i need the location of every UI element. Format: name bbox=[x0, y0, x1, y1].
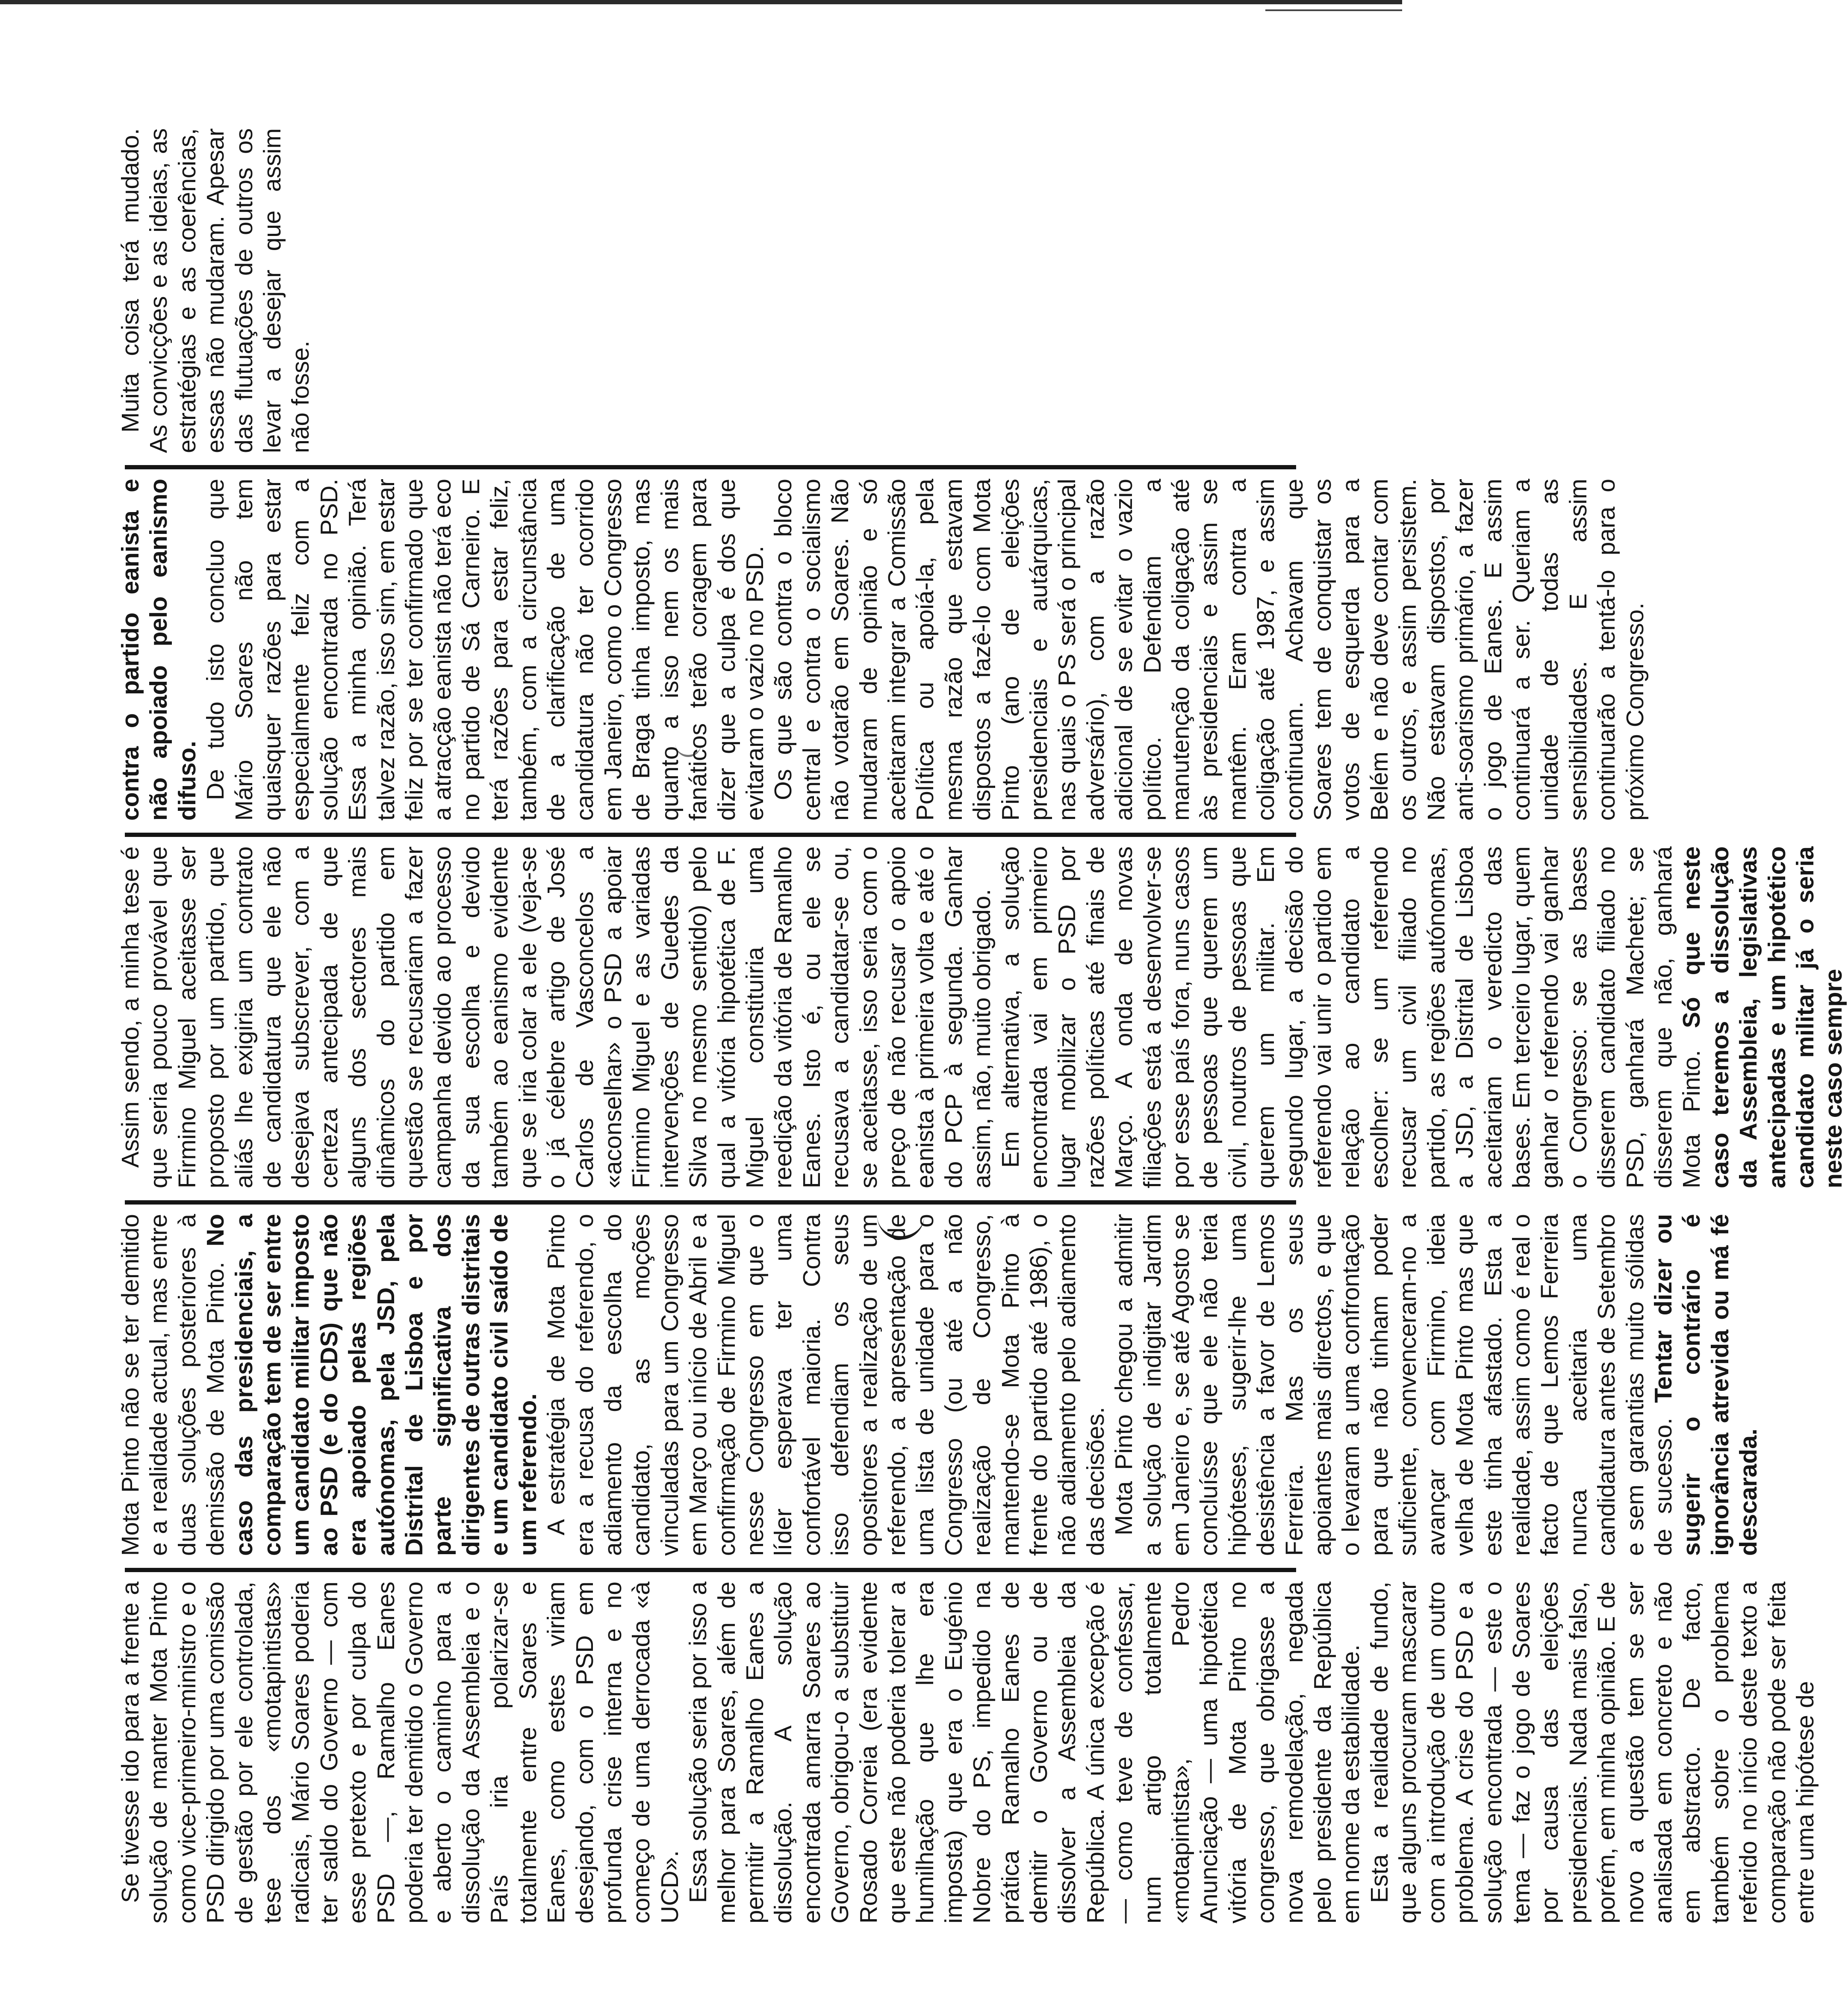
paragraph: Muita coisa terá mudado. As convicções e as ideias, as estratégias e as coerências, essas não mudaram. Apesar das flutuações de outros os levar a desejar que assim não fosse. bbox=[117, 128, 315, 453]
paragraph-text: Mota Pinto não se ter demitido e a realidade actual, mas entre duas soluções posteriores à demissão de Mota Pinto. bbox=[117, 1214, 230, 1556]
column-divider bbox=[125, 833, 1296, 837]
paragraph-text: Em alternativa, a solução encontrada vai em primeiro lugar mobilizar o PSD por razões políticas até finais de Março. A onda de novas filiações está a desenvolver-se por esse país fora, nuns casos de pessoas que querem um civil, noutros de pessoas que querem um militar. Em segundo lugar, a decisão do referendo vai unir o partido em relação ao candidato a escolher: se um referendo recusar um civil filiado no partido, as regiões autónomas, a JSD, a Distrital de Lisboa aceitariam o veredicto das bases. Em terceiro lugar, quem ganhar o referendo vai ganhar o Congresso: se as bases disserem candidato filiado no PSD, ganhará Machete; se disserem que não, ganhará Mota Pinto. bbox=[996, 846, 1706, 1188]
paragraph: Os que são contra o bloco central e contra o socialismo não votarão em Soares. Não mudaram de opinião e só aceitaram integrar a Comissão Política ou apoiá-la, pela mesma razão que estavam dispostos a fazê-lo com Mota Pinto (ano de eleições presidenciais e autárquicas, nas quais o PS será o principal adversário), com a razão adicional de se evitar o vazio político. Defendiam a manutenção da coligação até às presidenciais e assim se mantêm. Eram contra a coligação até 1987, e assim continuam. Achavam que Soares tem de conquistar os votos de esquerda para a Belém e não deve contar com os outros, e assim persistem. Não estavam dispostos, por anti-soarismo primário, a fazer o jogo de Eanes. E assim continuará a ser. Queriam a unidade de todas as sensibilidades. E assim continuarão a tentá-lo para o próximo Congresso. bbox=[769, 479, 1649, 821]
bold-emphasis: Tentar dizer ou sugerir o contrário é ignorância atrevida ou má fé descarada. bbox=[1649, 1214, 1763, 1556]
column-divider bbox=[125, 1568, 1296, 1572]
article-body bbox=[116, 128, 1848, 1923]
column-divider bbox=[125, 465, 1296, 469]
bold-emphasis: No caso das presidenciais, a comparação tem de ser entre um candidato militar imposto ao PSD (e do CDS) que não era apoiado pelas regiões autónomas, pela JSD, pela Distrital de Lisboa e por parte significativa dos dirigentes de outras distritais e um candidato civil saído de um referendo. bbox=[202, 1214, 542, 1556]
article-column-2 bbox=[116, 1214, 1763, 1556]
paragraph: A estratégia de Mota Pinto era a recusa do referendo, o adiamento da escolha do candidato, as moções vinculadas para um Congresso em Março ou início de Abril e a confirmação de Firmino Miguel nesse Congresso em que o líder esperava ter uma confortável maioria. Contra isso defendiam os seus opositores a realização de um referendo, a apresentação de uma lista de unidade para o Congresso (ou até a não realização de Congresso, mantendo-se Mota Pinto à frente do partido até 1986), o não adiamento pelo adiamento das decisões. bbox=[542, 1214, 1109, 1556]
page-top-border-thin bbox=[1265, 9, 1402, 11]
paragraph bbox=[116, 1214, 542, 1556]
paragraph bbox=[116, 479, 201, 821]
paragraph: Esta a realidade de fundo, que alguns procuram mascarar com a introdução de um outro problema. A crise do PSD e a solução encontrada — este o tema — faz o jogo de Soares por causa das eleições presidenciais. Nada mais falso, porém, em minha opinião. E de novo a questão tem se ser analisada em concreto e não em abstracto. De facto, também sobre o problema referido no início deste texto a comparação não pode ser feita entre uma hipótese de bbox=[1365, 1582, 1819, 1923]
article-column-4 bbox=[116, 479, 1649, 821]
bold-emphasis: contra o partido eanista e não apoiado pelo eanismo difuso. bbox=[117, 479, 201, 821]
bold-emphasis: Só que neste caso teremos a dissolução da Assembleia, legislativas antecipadas e um hipotético candidato militar já o seria neste caso sempre bbox=[1678, 846, 1848, 1188]
paragraph: Se tivesse ido para a frente a solução de manter Mota Pinto como vice-primeiro-ministro e o PSD dirigido por uma comissão de gestão por ele controlada, tese dos «motapintistas» radicais, Mário Soares poderia ter saldo do Governo — com esse pretexto e por culpa do PSD —, Ramalho Eanes poderia ter demitido o Governo e aberto o caminho para a dissolução da Assembleia e o País iria polarizar-se totalmente entre Soares e Eanes, como estes viriam desejando, com o PSD em profunda crise interna e no começo de uma derrocada «à UCD». bbox=[117, 1582, 684, 1923]
paragraph-text: Mota Pinto chegou a admitir a solução de indigitar Jardim em Janeiro e, se até Agosto se concluísse que ele não teria hipóteses, sugerir-lhe uma desistência a favor de Lemos Ferreira. Mas os seus apoiantes mais directos, e que o levaram a uma confrontação para que não tinham poder suficiente, convenceram-no a avançar com Firmino, ideia velha de Mota Pinto mas que este tinha afastado. Esta a realidade, assim como é real o facto de que Lemos Ferreira nunca aceitaria uma candidatura antes de Setembro e sem garantias muito sólidas de sucesso. bbox=[1110, 1214, 1677, 1556]
paragraph bbox=[996, 846, 1848, 1188]
article-column-5 bbox=[116, 128, 1305, 453]
article-column-1 bbox=[116, 1582, 1819, 1923]
paragraph: Assim sendo, a minha tese é que seria pouco provável que Firmino Miguel aceitasse ser proposto por um partido, que aliás lhe exigiria um contrato de candidatura que ele não desejava subscrever, com a certeza antecipada de que alguns dos sectores mais dinâmicos do partido em questão se recusariam a fazer campanha devido ao processo da sua escolha e devido também ao eanismo evidente que se iria colar a ele (veja-se o já célebre artigo de José Carlos de Vasconcelos a «aconselhar» o PSD a apoiar Firmino Miguel e as variadas intervenções de Guedes da Silva no mesmo sentido) pelo qual a vitória hipotética de F. Miguel constituiria uma reedição da vitória de Ramalho Eanes. Isto é, ou ele se recusava a candidatar-se ou, se aceitasse, isso seria com o preço de não recusar o apoio eanista à primeira volta e até o do PCP à segunda. Ganhar assim, não, muito obrigado. bbox=[117, 846, 996, 1188]
column-divider bbox=[125, 1200, 1296, 1205]
article-column-3 bbox=[116, 846, 1848, 1188]
paragraph: Essa solução seria por isso a melhor para Soares, além de permitir a Ramalho Eanes a dissolução. A solução encontrada amarra Soares ao Governo, obrigou-o a substituir Rosado Correia (era evidente que este não poderia tolerar a humilhação que lhe era imposta) que era o Eugénio Nobre do PS, impedido na prática Ramalho Eanes de demitir o Governo ou de dissolver a Assembleia da República. A única excepção é — como teve de confessar, num artigo totalmente «motapintista», Pedro Anunciação — uma hipotética vitória de Mota Pinto no congresso, que obrigasse a nova remodelação, negada pelo presidente da República em nome da estabilidade. bbox=[684, 1582, 1365, 1923]
paragraph bbox=[1110, 1214, 1763, 1556]
rotated-newspaper-page bbox=[116, 128, 1848, 1923]
page-top-border bbox=[0, 0, 1402, 4]
paragraph: De tudo isto concluo que Mário Soares não tem quaisquer razões para estar especialmente feliz com a solução encontrada no PSD. Essa a minha opinião. Terá talvez razão, isso sim, em estar feliz por se ter confirmado que a atracção eanista não terá eco no partido de Sá Carneiro. E terá razões para estar feliz, também, com a circunstância de a clarificação de uma candidatura não ter ocorrido em Janeiro, como o Congresso de Braga tinha imposto, mas quanto a isso nem os mais fanáticos terão coragem para dizer que a culpa é dos que evitaram o vazio no PSD. bbox=[202, 479, 769, 821]
